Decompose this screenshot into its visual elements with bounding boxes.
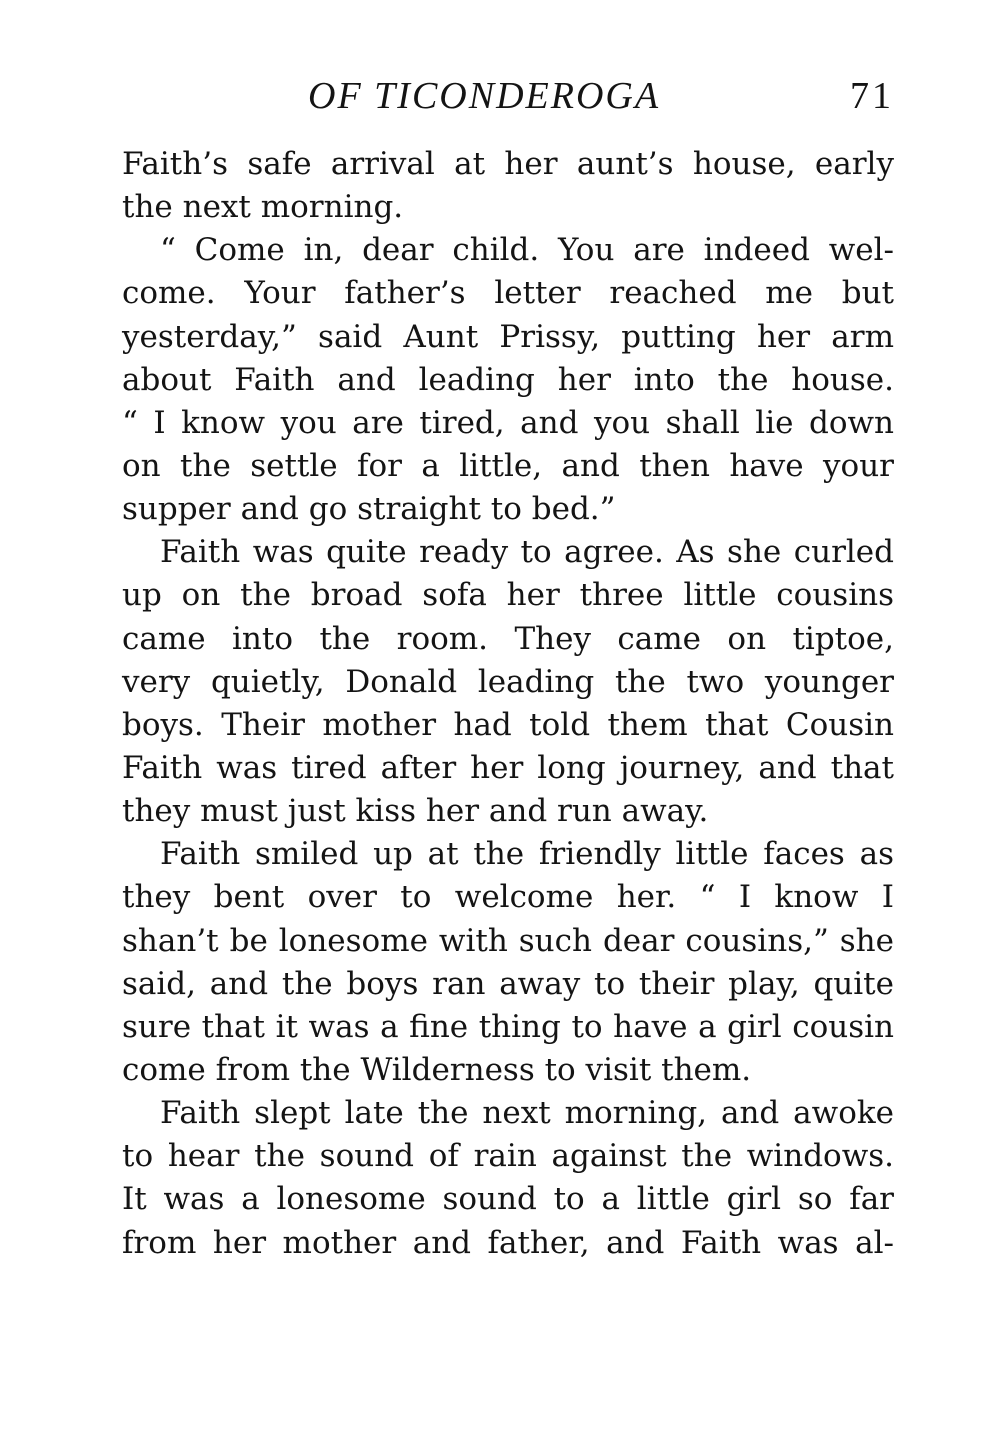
text-line: up on the broad sofa her three little cousins <box>122 577 894 614</box>
text-line: Faith was quite ready to agree. As she curled <box>160 534 894 571</box>
running-head <box>122 72 894 122</box>
text-line: Faith slept late the next morning, and awoke <box>160 1095 894 1132</box>
text-line: they bent over to welcome her. “ I know I <box>122 879 894 916</box>
text-line: very quietly, Donald leading the two younger <box>122 663 894 700</box>
text-line: they must just kiss her and run away. <box>122 793 709 830</box>
text-line: about Faith and leading her into the house. <box>122 361 894 398</box>
body-text <box>122 143 894 1265</box>
text-line: came into the room. They came on tiptoe, <box>122 620 894 657</box>
text-line: Faith smiled up at the friendly little faces as <box>160 836 894 873</box>
text-line: Faith was tired after her long journey, and that <box>122 749 894 786</box>
text-line: said, and the boys ran away to their play, quite <box>122 965 894 1002</box>
text-line: boys. Their mother had told them that Cousin <box>122 706 894 743</box>
text-line: come from the Wilderness to visit them. <box>122 1051 752 1088</box>
page-number: 71 <box>850 75 894 117</box>
text-line: It was a lonesome sound to a little girl so far <box>122 1181 894 1218</box>
text-line: “ Come in, dear child. You are indeed wel- <box>160 232 894 269</box>
text-line: sure that it was a fine thing to have a girl cousin <box>122 1008 894 1045</box>
text-line: “ I know you are tired, and you shall lie down <box>122 404 894 441</box>
text-line: Faith’s safe arrival at her aunt’s house, early <box>122 146 894 182</box>
text-line: yesterday,” said Aunt Prissy, putting her arm <box>122 318 894 355</box>
text-line: from her mother and father, and Faith was al- <box>122 1224 894 1261</box>
text-line: to hear the sound of rain against the windows. <box>122 1138 894 1175</box>
running-title: OF TICONDEROGA <box>308 75 661 117</box>
text-line: shan’t be lonesome with such dear cousins,” she <box>122 922 894 959</box>
text-line: the next morning. <box>122 189 404 226</box>
text-line: come. Your father’s letter reached me but <box>122 275 894 312</box>
text-line: supper and go straight to bed.” <box>122 491 616 528</box>
text-line: on the settle for a little, and then have your <box>122 447 894 484</box>
